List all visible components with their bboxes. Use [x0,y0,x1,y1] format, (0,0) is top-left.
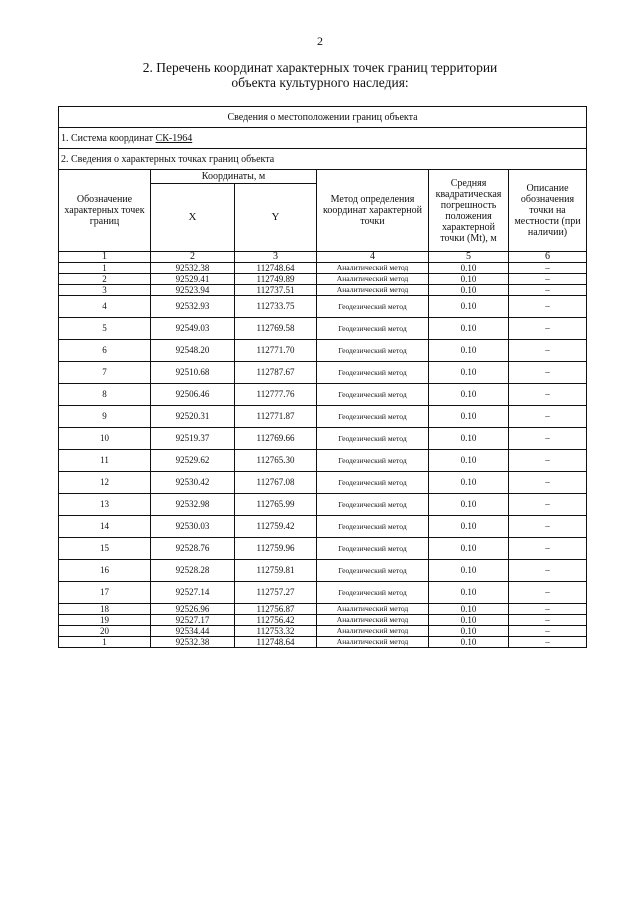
table-row [59,285,587,296]
table-row [59,263,587,274]
mean-square-error: 0.10 [429,406,509,428]
title-line-1: 2. Перечень координат характерных точек границ территории [142,60,498,75]
description: – [509,384,587,406]
method: Аналитический метод [317,604,429,615]
table-row [59,384,587,406]
point-number: 11 [59,450,151,472]
point-number: 1 [59,637,151,648]
point-number: 19 [59,615,151,626]
description: – [509,274,587,285]
method: Геодезический метод [317,538,429,560]
method: Геодезический метод [317,560,429,582]
table-row [59,472,587,494]
page-title [0,60,640,90]
table-row [59,494,587,516]
coord-x: 92532.38 [151,263,235,274]
description: – [509,263,587,274]
description: – [509,406,587,428]
page-number: 2 [317,34,323,48]
coord-system-row [59,128,587,149]
table-row [59,637,587,648]
coord-y: 112733.75 [235,296,317,318]
coord-x: 92526.96 [151,604,235,615]
mean-square-error: 0.10 [429,263,509,274]
col-coordinates-header: Координаты, м [151,170,317,184]
coord-y: 112769.66 [235,428,317,450]
coord-y: 112777.76 [235,384,317,406]
coord-y: 112749.89 [235,274,317,285]
column-number: 5 [429,252,509,263]
method: Аналитический метод [317,615,429,626]
description: – [509,516,587,538]
description: – [509,560,587,582]
mean-square-error: 0.10 [429,494,509,516]
title-line-2: объекта культурного наследия: [231,75,409,90]
table-row [59,428,587,450]
table-row [59,516,587,538]
description: – [509,318,587,340]
point-number: 13 [59,494,151,516]
coord-x: 92519.37 [151,428,235,450]
column-number: 1 [59,252,151,263]
coord-y: 112748.64 [235,263,317,274]
coord-x: 92520.31 [151,406,235,428]
coord-system-value: СК-1964 [155,132,193,144]
coord-y: 112765.30 [235,450,317,472]
point-number: 8 [59,384,151,406]
description: – [509,428,587,450]
description: – [509,362,587,384]
column-number: 4 [317,252,429,263]
coord-y: 112767.08 [235,472,317,494]
point-number: 18 [59,604,151,615]
coordinates-table [58,106,587,648]
coord-y: 112771.87 [235,406,317,428]
coord-x: 92529.62 [151,450,235,472]
col-designation-header: Обозначение характерных точек границ [59,170,151,252]
table-row [59,296,587,318]
point-number: 6 [59,340,151,362]
method: Геодезический метод [317,582,429,604]
mean-square-error: 0.10 [429,274,509,285]
method: Геодезический метод [317,406,429,428]
coord-x: 92506.46 [151,384,235,406]
coord-x: 92530.03 [151,516,235,538]
col-x-header: X [151,184,235,252]
coord-y: 112753.32 [235,626,317,637]
description: – [509,626,587,637]
points-header: 2. Сведения о характерных точках границ объекта [59,149,587,170]
method: Геодезический метод [317,472,429,494]
coord-y: 112748.64 [235,637,317,648]
mean-square-error: 0.10 [429,472,509,494]
method: Геодезический метод [317,516,429,538]
coord-y: 112771.70 [235,340,317,362]
coord-y: 112756.87 [235,604,317,615]
method: Геодезический метод [317,450,429,472]
description: – [509,637,587,648]
method: Геодезический метод [317,340,429,362]
mean-square-error: 0.10 [429,428,509,450]
column-number: 6 [509,252,587,263]
col-y-header: Y [235,184,317,252]
coord-y: 112769.58 [235,318,317,340]
method: Геодезический метод [317,384,429,406]
description: – [509,340,587,362]
coord-x: 92529.41 [151,274,235,285]
coord-x: 92534.44 [151,626,235,637]
coord-x: 92510.68 [151,362,235,384]
col-method-header: Метод определения координат характерной точки [317,170,429,252]
method: Аналитический метод [317,637,429,648]
point-number: 1 [59,263,151,274]
coord-y: 112759.81 [235,560,317,582]
coord-x: 92527.14 [151,582,235,604]
coord-x: 92530.42 [151,472,235,494]
description: – [509,582,587,604]
description: – [509,285,587,296]
method: Геодезический метод [317,296,429,318]
method: Аналитический метод [317,285,429,296]
table-row [59,582,587,604]
point-number: 2 [59,274,151,285]
table-row [59,406,587,428]
method: Геодезический метод [317,494,429,516]
table-row [59,362,587,384]
coord-y: 112757.27 [235,582,317,604]
coord-y: 112765.99 [235,494,317,516]
method: Аналитический метод [317,263,429,274]
coord-y: 112787.67 [235,362,317,384]
point-number: 7 [59,362,151,384]
point-number: 4 [59,296,151,318]
point-number: 14 [59,516,151,538]
mean-square-error: 0.10 [429,516,509,538]
method: Геодезический метод [317,428,429,450]
mean-square-error: 0.10 [429,538,509,560]
table-row [59,626,587,637]
description: – [509,472,587,494]
mean-square-error: 0.10 [429,604,509,615]
coord-x: 92528.28 [151,560,235,582]
coord-x: 92549.03 [151,318,235,340]
method: Геодезический метод [317,362,429,384]
table-row [59,340,587,362]
description: – [509,538,587,560]
mean-square-error: 0.10 [429,626,509,637]
point-number: 9 [59,406,151,428]
coord-x: 92548.20 [151,340,235,362]
column-number: 3 [235,252,317,263]
description: – [509,296,587,318]
point-number: 3 [59,285,151,296]
mean-square-error: 0.10 [429,296,509,318]
point-number: 10 [59,428,151,450]
method: Аналитический метод [317,626,429,637]
point-number: 17 [59,582,151,604]
column-number: 2 [151,252,235,263]
point-number: 5 [59,318,151,340]
mean-square-error: 0.10 [429,285,509,296]
mean-square-error: 0.10 [429,637,509,648]
coord-y: 112759.42 [235,516,317,538]
mean-square-error: 0.10 [429,340,509,362]
table-row [59,538,587,560]
table-row [59,615,587,626]
point-number: 15 [59,538,151,560]
coord-x: 92528.76 [151,538,235,560]
mean-square-error: 0.10 [429,384,509,406]
description: – [509,604,587,615]
mean-square-error: 0.10 [429,318,509,340]
description: – [509,494,587,516]
col-error-header: Средняя квадратическая погрешность положения характерной точки (Mt), м [429,170,509,252]
mean-square-error: 0.10 [429,450,509,472]
coord-y: 112756.42 [235,615,317,626]
method: Аналитический метод [317,274,429,285]
section-header: Сведения о местоположении границ объекта [59,107,587,128]
mean-square-error: 0.10 [429,615,509,626]
coord-x: 92527.17 [151,615,235,626]
method: Геодезический метод [317,318,429,340]
table-row [59,450,587,472]
mean-square-error: 0.10 [429,362,509,384]
coord-x: 92523.94 [151,285,235,296]
table-row [59,604,587,615]
coord-y: 112759.96 [235,538,317,560]
coord-system-label: 1. Система координат [61,132,156,144]
coord-x: 92532.98 [151,494,235,516]
coord-y: 112737.51 [235,285,317,296]
description: – [509,615,587,626]
coord-x: 92532.93 [151,296,235,318]
table-row [59,274,587,285]
description: – [509,450,587,472]
points-rows [59,263,587,648]
mean-square-error: 0.10 [429,560,509,582]
point-number: 12 [59,472,151,494]
table-row [59,318,587,340]
mean-square-error: 0.10 [429,582,509,604]
coord-x: 92532.38 [151,637,235,648]
point-number: 20 [59,626,151,637]
table-row [59,560,587,582]
col-description-header: Описание обозначения точки на местности (при наличии) [509,170,587,252]
point-number: 16 [59,560,151,582]
